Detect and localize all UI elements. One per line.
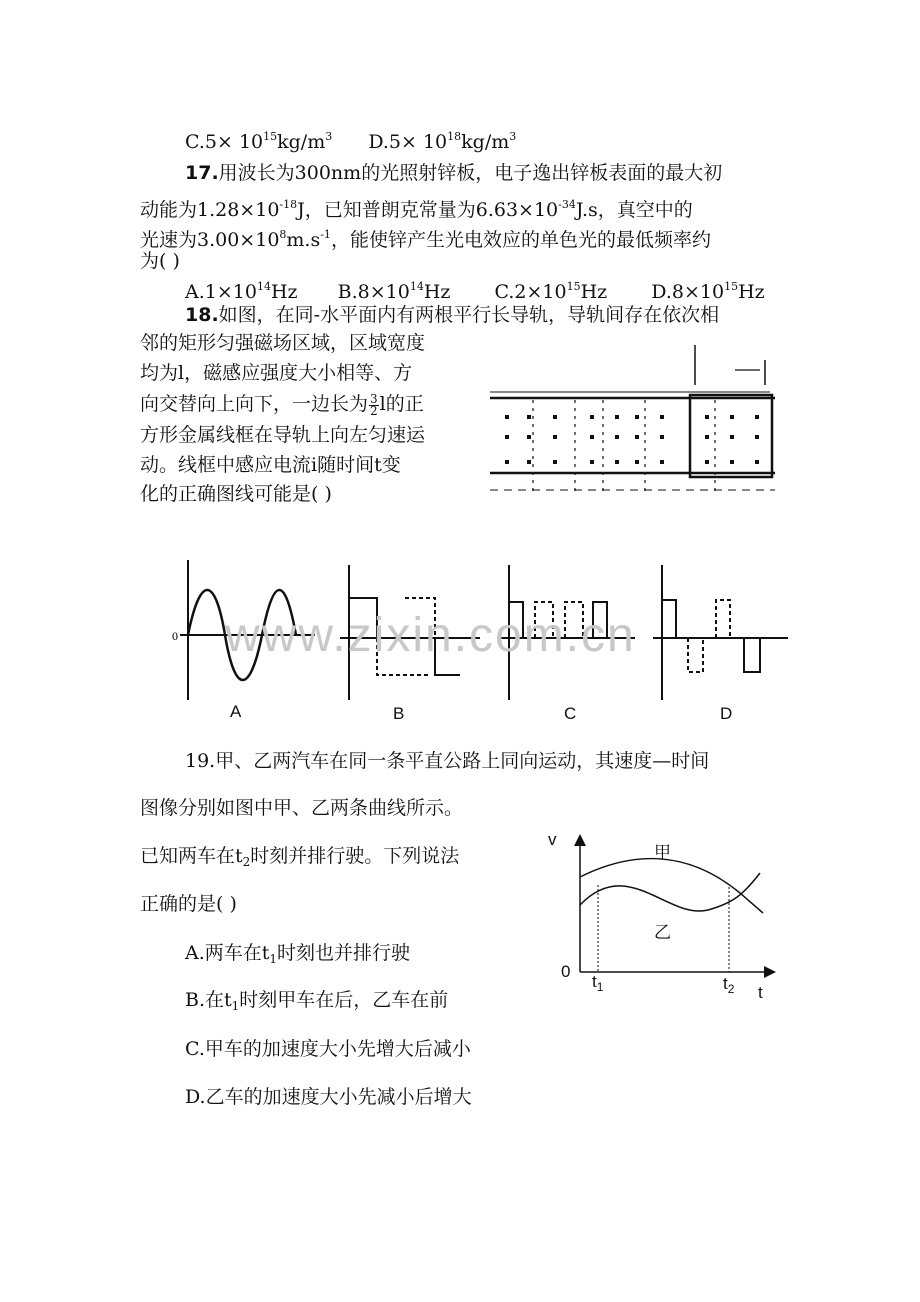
q17-line-4: 为( ) <box>140 250 180 272</box>
field-dot <box>553 435 557 439</box>
field-dot <box>755 435 759 439</box>
vt-t1-label: $t_1$ <box>592 972 604 994</box>
vt-curve-jia-label: 甲 <box>654 843 671 862</box>
field-dot <box>590 460 594 464</box>
field-dot <box>527 435 531 439</box>
graph-label-b: B <box>393 704 405 723</box>
q17-line-2: 动能为$1.28\times 10^{-18}J$，已知普朗克常量为$6.63\times 10^{-34}J.s$，真空中的 <box>140 198 693 221</box>
q18-line-5: 方形金属线框在导轨上向左匀速运 <box>140 424 426 446</box>
field-dot <box>590 415 594 419</box>
field-dot <box>553 415 557 419</box>
q18-line-4: 向交替向上向下，一边长为 $\frac{3}{2}$ l的正 <box>140 391 424 418</box>
field-dot <box>635 460 639 464</box>
field-dot <box>730 415 734 419</box>
field-dot <box>590 435 594 439</box>
rail-field-figure <box>485 335 780 515</box>
field-dot <box>730 460 734 464</box>
field-dot <box>705 435 709 439</box>
q19-option-c: C.甲车的加速度大小先增大后减小 <box>185 1038 471 1060</box>
field-dot <box>705 460 709 464</box>
q19-line-1: 19.甲、乙两汽车在同一条平直公路上同向运动，其速度—时间 <box>185 750 710 772</box>
q17-line-3: 光速为$3.00\times 10^8m.s^{-1}$，能使锌产生光电效应的单色光的最低频率约 <box>140 228 711 251</box>
field-dot <box>505 460 509 464</box>
q18-line-3: 均为l，磁感应强度大小相等、方 <box>140 362 413 384</box>
q18-line-6: 动。线框中感应电流i随时间t变 <box>140 454 401 476</box>
fraction-3-2: $\frac{3}{2}$ <box>370 391 378 418</box>
field-dot <box>660 460 664 464</box>
vt-y-label: v <box>548 830 557 849</box>
vt-x-label: t <box>758 983 763 1002</box>
field-dot <box>635 435 639 439</box>
q19-option-a: A.两车在$t_1$时刻也并排行驶 <box>185 942 411 966</box>
q17-line-1: 17.用波长为300nm的光照射锌板，电子逸出锌板表面的最大初 <box>185 162 723 184</box>
q19-line-2: 图像分别如图中甲、乙两条曲线所示。 <box>140 797 464 819</box>
graph-a-origin: 0 <box>172 629 178 643</box>
field-dot <box>615 460 619 464</box>
q19-option-b: B.在$t_1$时刻甲车在后，乙车在前 <box>185 989 449 1013</box>
q18-line-2: 邻的矩形匀强磁场区域，区域宽度 <box>140 332 426 354</box>
vt-origin: 0 <box>561 962 571 981</box>
field-dot <box>755 460 759 464</box>
field-dot <box>705 415 709 419</box>
graph-label-d: D <box>720 704 733 723</box>
q18-line-1: 18.如图，在同-水平面内有两根平行长导轨，导轨间存在依次相 <box>185 304 720 326</box>
q19-line-3: 已知两车在$t_2$时刻并排行驶。下列说法 <box>140 845 460 869</box>
field-dot <box>527 415 531 419</box>
graph-label-a: A <box>230 702 242 721</box>
field-dot <box>660 435 664 439</box>
field-dot <box>505 415 509 419</box>
field-dot <box>730 435 734 439</box>
field-dot <box>755 415 759 419</box>
field-dot <box>527 460 531 464</box>
field-dot <box>615 435 619 439</box>
field-dot <box>635 415 639 419</box>
field-dot <box>660 415 664 419</box>
vt-curve-yi-label: 乙 <box>654 923 671 942</box>
q19-option-d: D.乙车的加速度大小先减小后增大 <box>185 1086 472 1108</box>
q17-options: $A.1\times 10^{14}Hz$ $B.8\times 10^{14}Hz$ $C.2\times 10^{15}Hz$ $D.8\times 10^{15}Hz$ <box>185 280 765 303</box>
field-dot <box>505 435 509 439</box>
graph-d <box>648 560 798 705</box>
field-dot <box>615 415 619 419</box>
vt-t2-label: $t_2$ <box>723 974 735 996</box>
q16-options: $C.5\times 10^{15}kg/m^3$ $D.5\times 10^{18}kg/m^3$ <box>185 130 517 153</box>
q19-line-4: 正确的是( ) <box>140 893 237 915</box>
graph-label-c: C <box>564 704 577 723</box>
field-dot <box>553 460 557 464</box>
watermark: www.zixin.com.cn <box>225 609 636 662</box>
q18-line-7: 化的正确图线可能是( ) <box>140 483 332 505</box>
